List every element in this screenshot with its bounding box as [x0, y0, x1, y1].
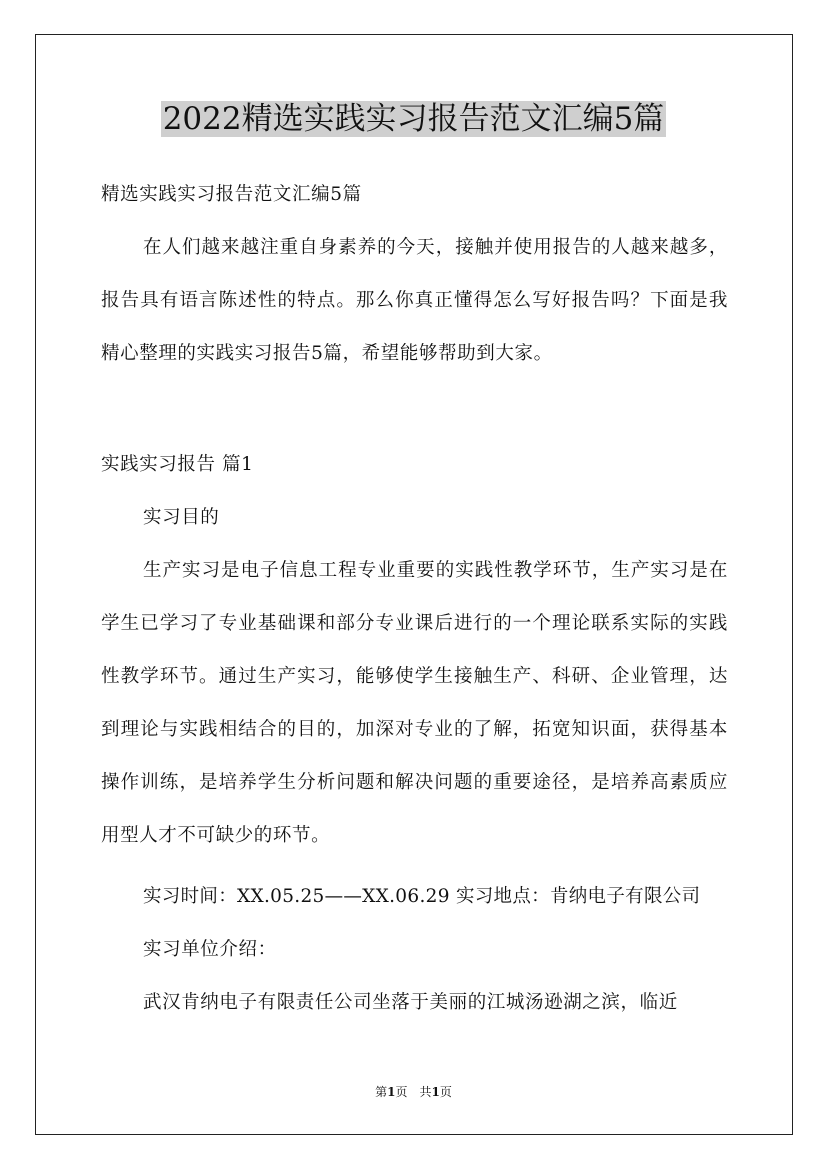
- document-subtitle: 精选实践实习报告范文汇编5篇: [101, 184, 362, 205]
- section-heading: 实践实习报告 篇1: [101, 454, 254, 475]
- footer-mid: 页 共: [395, 1085, 432, 1099]
- footer-prefix: 第: [375, 1085, 388, 1099]
- footer-page-current: 1: [387, 1085, 396, 1099]
- purpose-heading: 实习目的: [143, 507, 220, 528]
- footer-page-total: 1: [431, 1085, 440, 1099]
- purpose-paragraph: 生产实习是电子信息工程专业重要的实践性教学环节，生产实习是在学生已学习了专业基础课和部分专业课后进行的一个理论联系实际的实践性教学环节。通过生产实习，能够使学生接触生产、科研、企业管理，达到理论与实践相结合的目的，加深对专业的了解，拓宽知识面，获得基本操作训练，是培养学生分析问题和解决问题的重要途径，是培养高素质应用型人才不可缺少的环节。: [101, 560, 728, 846]
- page-footer: [0, 1084, 827, 1100]
- document-title-text: 2022精选实践实习报告范文汇编5篇: [162, 101, 665, 137]
- unit-heading: 实习单位介绍：: [143, 939, 277, 960]
- intro-paragraph: 在人们越来越注重自身素养的今天，接触并使用报告的人越来越多，报告具有语言陈述性的特点。那么你真正懂得怎么写好报告吗？下面是我精心整理的实践实习报告5篇，希望能够帮助到大家。: [101, 237, 728, 364]
- document-title: [0, 96, 827, 142]
- unit-paragraph: 武汉肯纳电子有限责任公司坐落于美丽的江城汤逊湖之滨，临近: [143, 992, 678, 1013]
- footer-suffix: 页: [439, 1085, 452, 1099]
- time-place-line: 实习时间：XX.05.25——XX.06.29 实习地点：肯纳电子有限公司: [143, 886, 701, 907]
